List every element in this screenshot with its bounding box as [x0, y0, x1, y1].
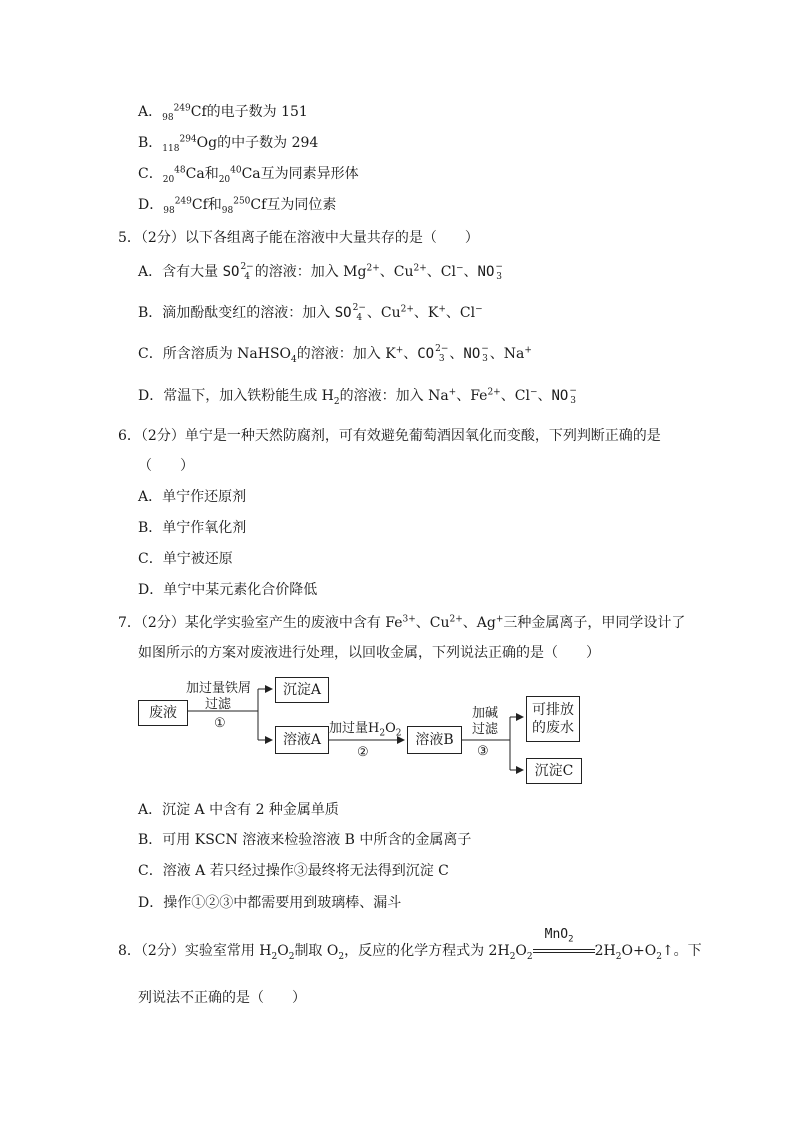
q6-option-d: D．单宁中某元素化合价降低	[138, 582, 318, 598]
step3-number: ③	[477, 744, 489, 759]
step2-label: 加过量$H_2O_2$	[329, 721, 402, 739]
catalyst-arrow: MnO$_2$	[533, 944, 595, 958]
q7-stem-line2: 如图所示的方案对废液进行处理，以回收金属，下列说法正确的是（ ）	[138, 645, 600, 661]
q7-option-d: D．操作①②③中都需要用到玻璃棒、漏斗	[138, 895, 402, 911]
q5-option-b: B．滴加酚酞变红的溶液：加入 SO 2− 4 、$Cu^{2+}$、K+、Cl−	[138, 303, 483, 323]
q5-stem: 5．（2分）以下各组离子能在溶液中大量共存的是（ ）	[118, 230, 479, 246]
q8-stem-line2: 列说法不正确的是（ ）	[138, 990, 306, 1006]
q5-option-a: A．含有大量 SO 2− 4 的溶液：加入 $Mg^{2+}$、$Cu^{2+}$、Cl−、NO − 3	[138, 262, 503, 282]
waste-box: 废液	[138, 700, 188, 726]
q8-stem: 8．（2分）实验室常用 $H_2O_2$制取 $O_2$，反应的化学方程式为 $2H_2O_2$ MnO$_2$ $2H_2O+O_2↑$。下	[118, 927, 702, 962]
q6-option-a: A．单宁作还原剂	[138, 489, 247, 505]
step2-number: ②	[357, 745, 369, 760]
precipitate-a-box: 沉淀A	[275, 677, 329, 703]
q6-stem: 6．（2分）单宁是一种天然防腐剂，可有效避免葡萄酒因氧化而变酸，下列判断正确的是	[118, 428, 661, 444]
step3-sublabel: 过滤	[472, 722, 499, 737]
q6-stem-paren: （ ）	[138, 458, 194, 474]
q6-option-b: B．单宁作氧化剂	[138, 520, 247, 536]
precipitate-c-box: 沉淀C	[526, 758, 582, 784]
q7-stem: 7．（2分）某化学实验室产生的废液中含有 $Fe^{3+}$、$Cu^{2+}$、Ag+三种金属离子，甲同学设计了	[118, 614, 686, 631]
q4-option-d: D．$_{98}^{249}$Cf和$_{98}^{250}$Cf互为同位素	[138, 196, 337, 216]
q4-option-c: C．$_{20}^{48}$Ca和$_{20}^{40}$Ca互为同素异形体	[138, 165, 359, 185]
q7-option-a: A．沉淀 A 中含有 2 种金属单质	[138, 802, 339, 818]
q5-option-c: C．所含溶质为 NaHSO$_4$的溶液：加入 K+、CO 2− 3 、NO − 3 、Na+	[138, 344, 532, 365]
q7-option-b: B．可用 KSCN 溶液来检验溶液 B 中所含的金属离子	[138, 832, 472, 848]
q6-option-c: C．单宁被还原	[138, 551, 233, 567]
q5-option-d: D．常温下，加入铁粉能生成 $H_2$的溶液：加入 Na+、$Fe^{2+}$、Cl−、NO − 3	[138, 386, 577, 407]
solution-a-box: 溶液A	[275, 726, 329, 754]
solution-b-box: 溶液B	[407, 726, 462, 754]
step1-number: ①	[214, 716, 226, 731]
step1-label: 加过量铁屑	[186, 681, 252, 696]
dischargeable-water-box: 可排放的废水	[526, 696, 580, 742]
q4-option-a: A．$_{98}^{249}$Cf的电子数为 151	[138, 103, 308, 123]
q7-option-c: C．溶液 A 若只经过操作③最终将无法得到沉淀 C	[138, 863, 449, 879]
step3-label: 加碱	[472, 706, 499, 721]
q4-option-b: B．$_{118}^{294}$Og的中子数为 294	[138, 134, 319, 154]
step1-sublabel: 过滤	[205, 697, 232, 712]
